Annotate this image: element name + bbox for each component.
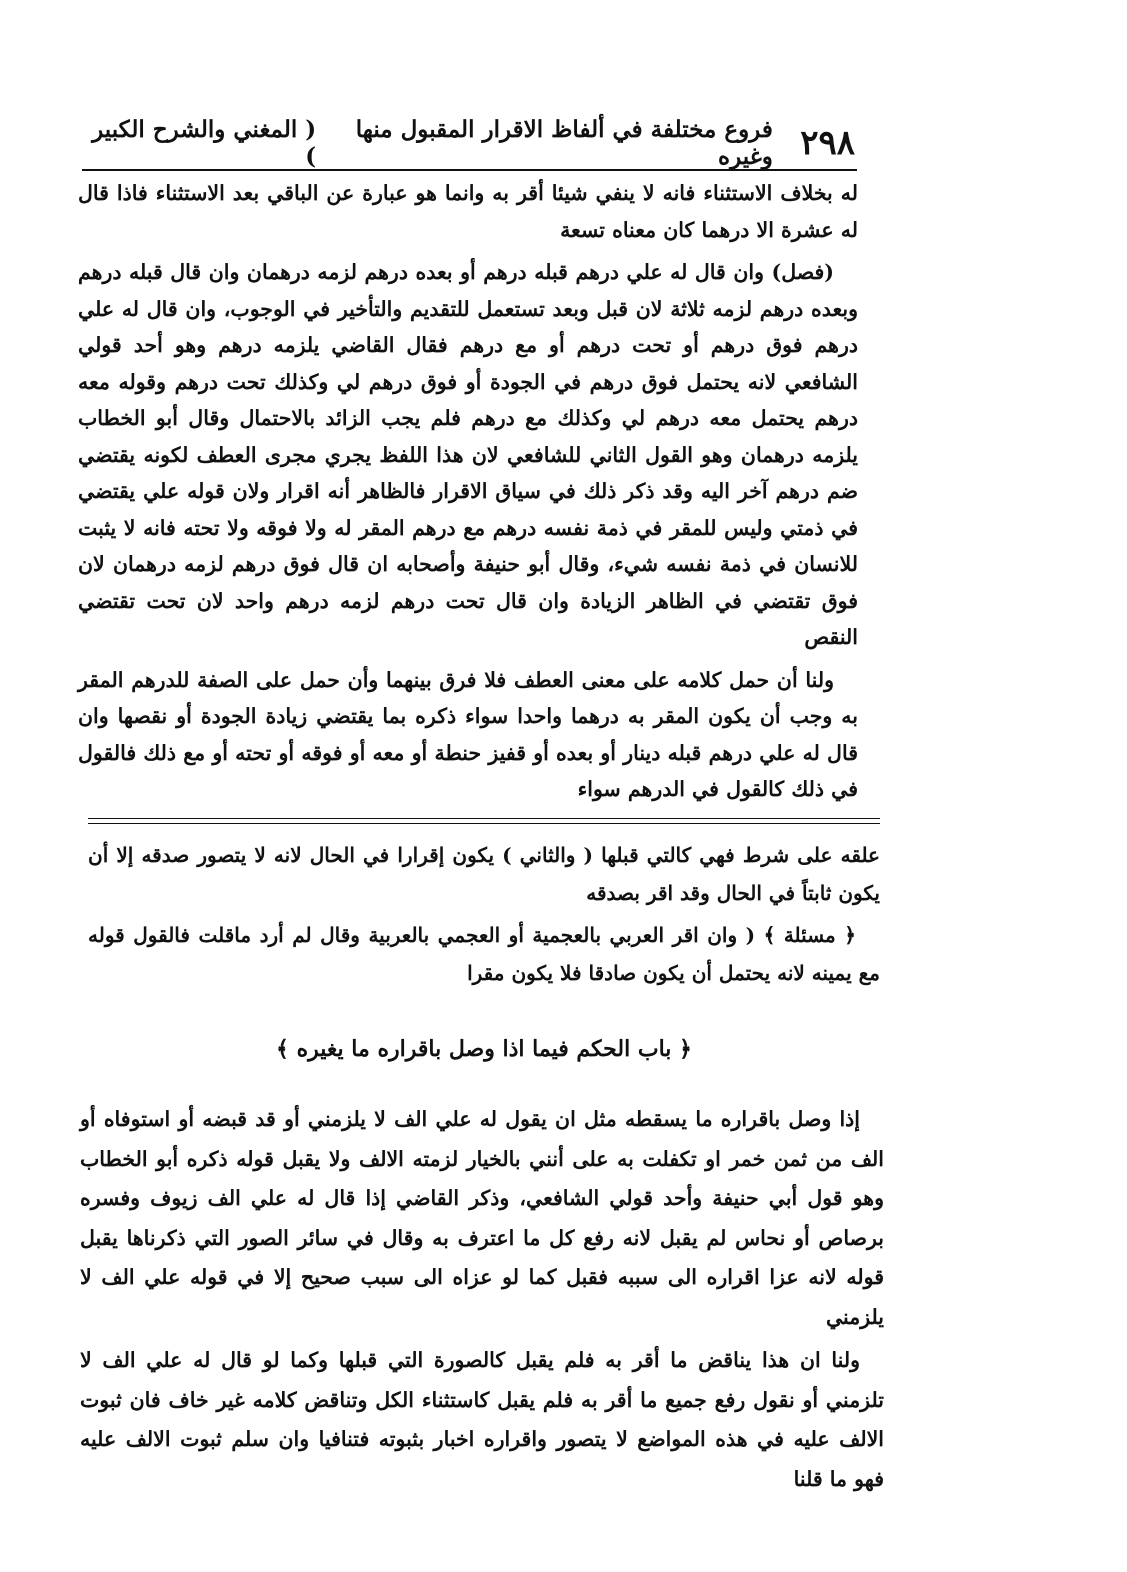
main-paragraph-3: ولنا أن حمل كلامه على معنى العطف فلا فرق بينهما وأن حمل على الصفة للدرهم المقر به وجب أن يكون المقر به درهما واحدا سواء ذكره بما يقتضي زيادة الجودة أو نقصها وان قال له علي درهم قبله دينار أو بعده أو قفيز حنطة أو معه أو فوقه أو تحته أو مع ذلك فالقول في ذلك كالقول في الدرهم سواء (78, 667, 858, 801)
page-header (85, 118, 855, 168)
chapter-paragraph-1: إذا وصل باقراره ما يسقطه مثل ان يقول له علي الف لا يلزمني أو قد قبضه أو استوفاه أو الف من ثمن خمر او تكفلت به على أنني بالخيار لزمته الالف ولا يقبل قوله ذكره أبو الخطاب وهو قول أبي حنيفة وأحد قولي الشافعي، وذكر القاضي إذا قال له علي الف زيوف وفسره برصاص أو نحاس لم يقبل لانه رفع كل ما اعترف به وقال في سائر الصور التي ذكرناها يقبل قوله لانه عزا اقراره الى سببه فقبل كما لو عزاه الى سبب صحيح إلا في قوله علي الف لا يلزمني (80, 1107, 884, 1329)
running-title: فروع مختلفة في ألفاظ الاقرار المقبول منها وغيره (355, 116, 773, 170)
chapter-heading: ﴿ باب الحكم فيما اذا وصل باقراره ما يغيره ﴾ (276, 1036, 692, 1062)
main-paragraph-2: (فصل) وان قال له علي درهم قبله درهم أو بعده درهم لزمه درهمان وان قال قبله درهم وبعده درهم لزمه ثلاثة لان قبل وبعد تستعمل للتقديم والتأخير في الوجوب، وان قال له علي درهم فوق درهم أو تحت درهم أو مع درهم فقال القاضي يلزمه درهم وهو أحد قولي الشافعي لانه يحتمل فوق درهم في الجودة أو فوق درهم لي وكذلك تحت درهم وقوله معه درهم يحتمل معه درهم لي وكذلك مع درهم فلم يجب الزائد بالاحتمال وقال أبو الخطاب يلزمه درهمان وهو القول الثاني للشافعي لان هذا اللفظ يجري مجرى العطف لكونه يقتضي ضم درهم آخر اليه وقد ذكر ذلك في سياق الاقرار فالظاهر أنه اقرار ولان قوله علي يقتضي في ذمتي وليس للمقر في ذمة نفسه درهم مع درهم المقر له ولا فوقه ولا تحته فانه لا يثبت للانسان في ذمة نفسه شيء، وقال أبو حنيفة وأصحابه ان قال فوق درهم لزمه درهمان لان فوق تقتضي في الظاهر الزيادة وان قال تحت درهم لزمه درهم واحد لان تحت تقتضي النقص (78, 260, 858, 649)
chapter-paragraph-2: ولنا ان هذا يناقض ما أقر به فلم يقبل كالصورة التي قبلها وكما لو قال له علي الف لا تلزمني أو نقول رفع جميع ما أقر به فلم يقبل كاستثناء الكل وتناقض كلامه غير خاف فان ثبوت الالف عليه في هذه المواضع لا يتصور واقراره اخبار بثبوته فتنافيا وان سلم ثبوت الالف عليه فهو ما قلنا (80, 1348, 884, 1491)
chapter-text (80, 1100, 884, 1499)
main-paragraph-1: له بخلاف الاستثناء فانه لا ينفي شيئا أقر به وانما هو عبارة عن الباقي بعد الاستثناء فاذا قال له عشرة الا درهما كان معناه تسعة (78, 181, 858, 242)
book-name: ( المغني والشرح الكبير ) (92, 116, 317, 170)
section-divider (88, 818, 880, 824)
commentary-paragraph-1: علقه على شرط فهي كالتي قبلها ( والثاني ) يكون إقرارا في الحال لانه لا يتصور صدقه إلا أن يكون ثابتاً في الحال وقد اقر بصدقه (88, 843, 880, 905)
commentary-text (88, 836, 880, 992)
commentary-paragraph-2: ﴿ مسئلة ﴾ ( وان اقر العربي بالعجمية أو العجمي بالعربية وقال لم أرد ماقلت فالقول قوله مع يمينه لانه يحتمل أن يكون صادقا فلا يكون مقرا (88, 923, 880, 985)
page-number: ٢٩٨ (800, 123, 855, 163)
main-text (78, 175, 858, 808)
header-rule (82, 169, 857, 171)
